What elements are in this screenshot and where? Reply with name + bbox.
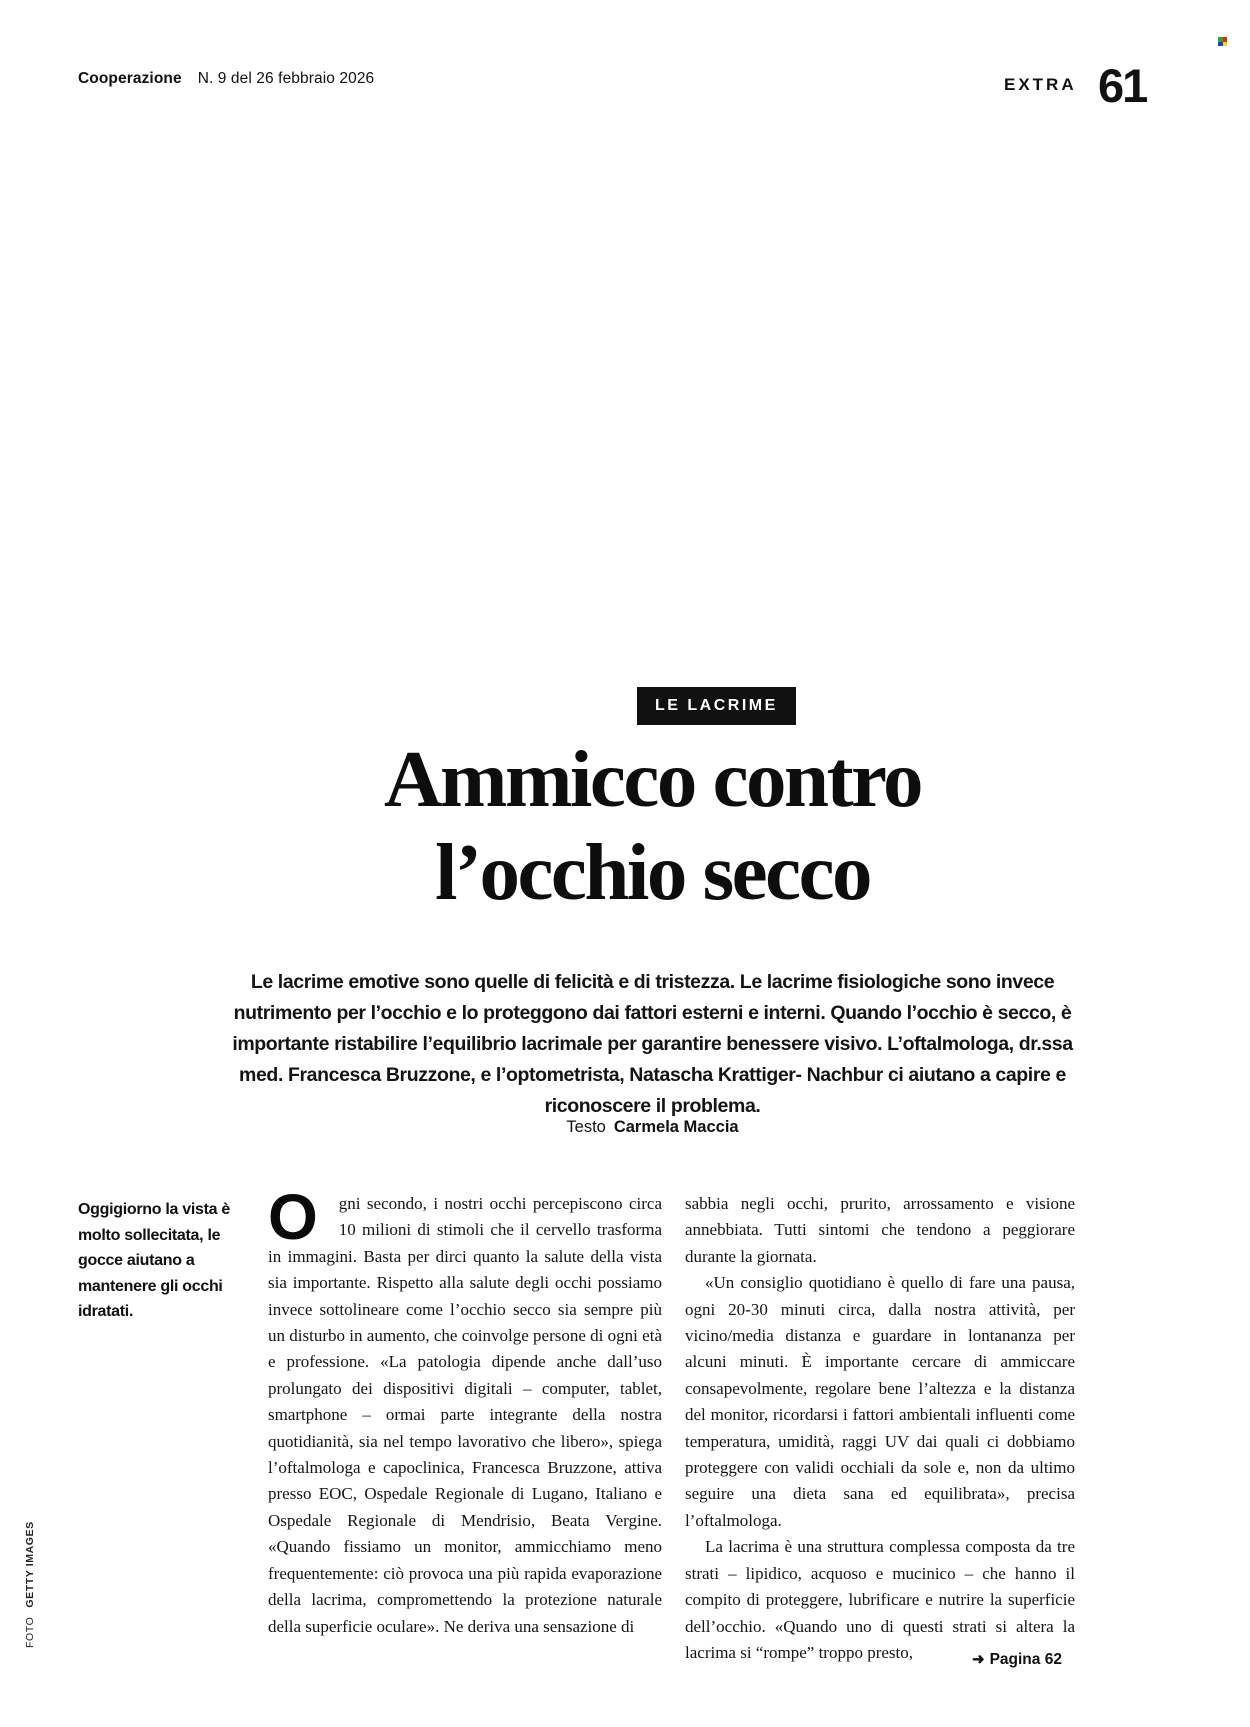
dropcap-letter: O <box>268 1181 318 1253</box>
body-paragraph: sabbia negli occhi, prurito, arrossamento e visione annebbiata. Tutti sintomi che tendono a peggiorare durante la giornata. <box>685 1194 1075 1266</box>
article-title <box>155 733 1150 919</box>
section-label: EXTRA <box>1004 75 1077 94</box>
photo-credit <box>24 1521 38 1648</box>
body-paragraph: «Un consiglio quotidiano è quello di fare una pausa, ogni 20-30 minuti circa, dalla nostra attività, per vicino/media distanza e guardare in lontananza per alcuni minuti. È importante cercare di ammiccare consapevolmente, regolare bene l’altezza e la distanza del monitor, ricordarsi i fattori ambientali influenti come temperatura, umidità, raggi UV dai quali ci dobbiamo proteggere con validi occhiali da sole e, non da ultimo seguire una dieta sana ed equilibrata», precisa l’oftalmologa. <box>685 1273 1075 1530</box>
body-paragraph: La lacrima è una struttura complessa composta da tre strati – lipidico, acquoso e mucinico – che hanno il compito di proteggere, lubrificare e nutrire la superficie dell’occhio. «Quando uno di questi strati si altera la lacrima si “rompe” troppo presto, <box>685 1537 1075 1662</box>
reg-square-yellow <box>1223 42 1228 47</box>
page-header-left <box>78 70 374 88</box>
article-title-line2: l’occhio secco <box>434 827 871 917</box>
body-column-2 <box>685 1191 1075 1666</box>
photo-caption: Oggigiorno la vista è molto sollecitata, le gocce aiutano a mantenere gli occhi idratati. <box>78 1201 230 1320</box>
article-kicker: LE LACRIME <box>637 687 796 725</box>
article-byline <box>230 1118 1075 1137</box>
article-title-line1: Ammicco contro <box>383 734 922 824</box>
article-standfirst: Le lacrime emotive sono quelle di felicità e di tristezza. Le lacrime fisiologiche sono invece nutrimento per l’occhio e lo proteggono dai fattori esterni e interni. Quando l’occhio è secco, è importante ristabilire l’equilibrio lacrimale per garantire benessere visivo. L’oftalmologa, dr.ssa med. Francesca Bruzzone, e l’optometrista, Natascha Krattiger- Nachbur ci aiutano a capire e riconoscere il problema. <box>232 970 1073 1117</box>
continuation-label: Pagina 62 <box>989 1651 1062 1668</box>
body-paragraph <box>268 1181 662 1640</box>
byline-author: Carmela Maccia <box>613 1118 739 1136</box>
registration-mark-icon <box>1218 37 1227 46</box>
body-text: gni secondo, i nostri occhi percepiscono circa 10 milioni di stimoli che il cervello trasforma in immagini. Basta per dirci quanto la salute della vista sia importante. Rispetto alla salute degli occhi possiamo invece sottolineare come l’occhio secco sia sempre più un disturbo in aumento, che coinvolge persone di ogni età e professione. «La patologia dipende anche dall’uso prolungato dei dispositivi digitali – computer, tablet, smartphone – ormai parte integrante della nostra quotidianità, sia nel tempo lavorativo che libero», spiega l’oftalmologa e capoclinica, Francesca Bruzzone, attiva presso EOC, Ospedale Regionale di Lugano, Italiano e Ospedale Regionale di Mendrisio, Beata Vergine. «Quando fissiamo un monitor, ammicchiamo meno frequentemente: ciò provoca una più rapida evaporazione della lacrima, compromettendo la protezione naturale della superficie oculare». Ne deriva una sensazione di <box>268 1194 662 1636</box>
page-number: 61 <box>1098 59 1147 112</box>
byline-label: Testo <box>566 1118 606 1136</box>
continuation-link[interactable] <box>972 1650 1062 1669</box>
magazine-name: Cooperazione <box>78 70 182 87</box>
photo-credit-label: FOTO <box>24 1616 36 1648</box>
body-column-1 <box>268 1181 662 1640</box>
issue-info: N. 9 del 26 febbraio 2026 <box>197 70 375 87</box>
photo-credit-agency: GETTY IMAGES <box>24 1521 36 1608</box>
arrow-right-icon: ➜ <box>972 1651 985 1668</box>
